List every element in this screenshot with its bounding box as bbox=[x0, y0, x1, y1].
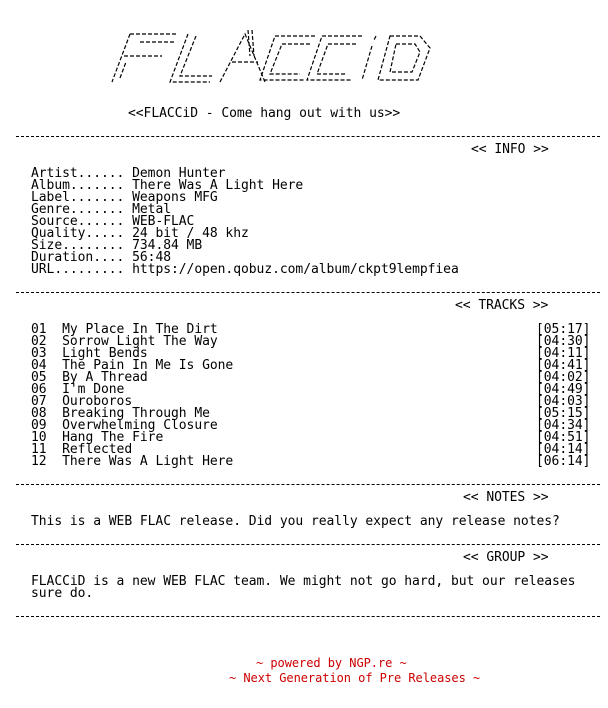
tagline: <<FLACCiD - Come hang out with us>> bbox=[128, 106, 401, 121]
divider bbox=[16, 292, 600, 293]
track-time: [04:14] bbox=[536, 442, 591, 457]
track-row: 09 Overwhelming Closure bbox=[31, 418, 218, 433]
info-row: Size........ 734.84 MB bbox=[31, 238, 203, 253]
track-time: [04:34] bbox=[536, 418, 591, 433]
track-time: [04:03] bbox=[536, 394, 591, 409]
divider bbox=[16, 484, 600, 485]
info-row: Quality..... 24 bit / 48 khz bbox=[31, 226, 249, 241]
group-heading: << GROUP >> bbox=[463, 550, 549, 565]
track-row: 06 I'm Done bbox=[31, 382, 125, 397]
track-time: [05:15] bbox=[536, 406, 591, 421]
track-time: [04:02] bbox=[536, 370, 591, 385]
track-row: 11 Reflected bbox=[31, 442, 133, 457]
track-row: 05 By A Thread bbox=[31, 370, 148, 385]
track-time: [04:49] bbox=[536, 382, 591, 397]
track-time: [04:51] bbox=[536, 430, 591, 445]
track-row: 08 Breaking Through Me bbox=[31, 406, 210, 421]
track-row: 02 Sorrow Light The Way bbox=[31, 334, 218, 349]
divider bbox=[16, 616, 600, 617]
track-row: 04 The Pain In Me Is Gone bbox=[31, 358, 234, 373]
track-row: 07 Ouroboros bbox=[31, 394, 133, 409]
info-row: Genre....... Metal bbox=[31, 202, 171, 217]
divider bbox=[16, 136, 600, 137]
footer-tagline: ~ Next Generation of Pre Releases ~ bbox=[229, 671, 481, 685]
info-row: Duration.... 56:48 bbox=[31, 250, 171, 265]
track-time: [04:30] bbox=[536, 334, 591, 349]
track-row: 03 Light Bends bbox=[31, 346, 148, 361]
track-time: [04:41] bbox=[536, 358, 591, 373]
track-row: 12 There Was A Light Here bbox=[31, 454, 234, 469]
flaccid-logo bbox=[100, 26, 440, 90]
group-text-line2: sure do. bbox=[31, 586, 94, 601]
info-row: Album....... There Was A Light Here bbox=[31, 178, 304, 193]
track-row: 01 My Place In The Dirt bbox=[31, 322, 218, 337]
track-time: [05:17] bbox=[536, 322, 591, 337]
divider bbox=[16, 544, 600, 545]
notes-heading: << NOTES >> bbox=[463, 490, 549, 505]
info-row: Label....... Weapons MFG bbox=[31, 190, 218, 205]
footer-powered-by: ~ powered by NGP.re ~ bbox=[256, 656, 407, 670]
info-row: URL......... https://open.qobuz.com/album/ckpt9lempfiea bbox=[31, 262, 459, 277]
track-time: [04:11] bbox=[536, 346, 591, 361]
info-row: Artist...... Demon Hunter bbox=[31, 166, 226, 181]
group-text-line1: FLACCiD is a new WEB FLAC team. We might not go hard, but our releases bbox=[31, 574, 576, 589]
info-heading: << INFO >> bbox=[471, 142, 549, 157]
track-row: 10 Hang The Fire bbox=[31, 430, 164, 445]
track-time: [06:14] bbox=[536, 454, 591, 469]
tracks-heading: << TRACKS >> bbox=[455, 298, 549, 313]
notes-text: This is a WEB FLAC release. Did you really expect any release notes? bbox=[31, 514, 560, 529]
info-row: Source...... WEB-FLAC bbox=[31, 214, 195, 229]
album-url[interactable]: https://open.qobuz.com/album/ckpt9lempfiea bbox=[132, 262, 459, 277]
